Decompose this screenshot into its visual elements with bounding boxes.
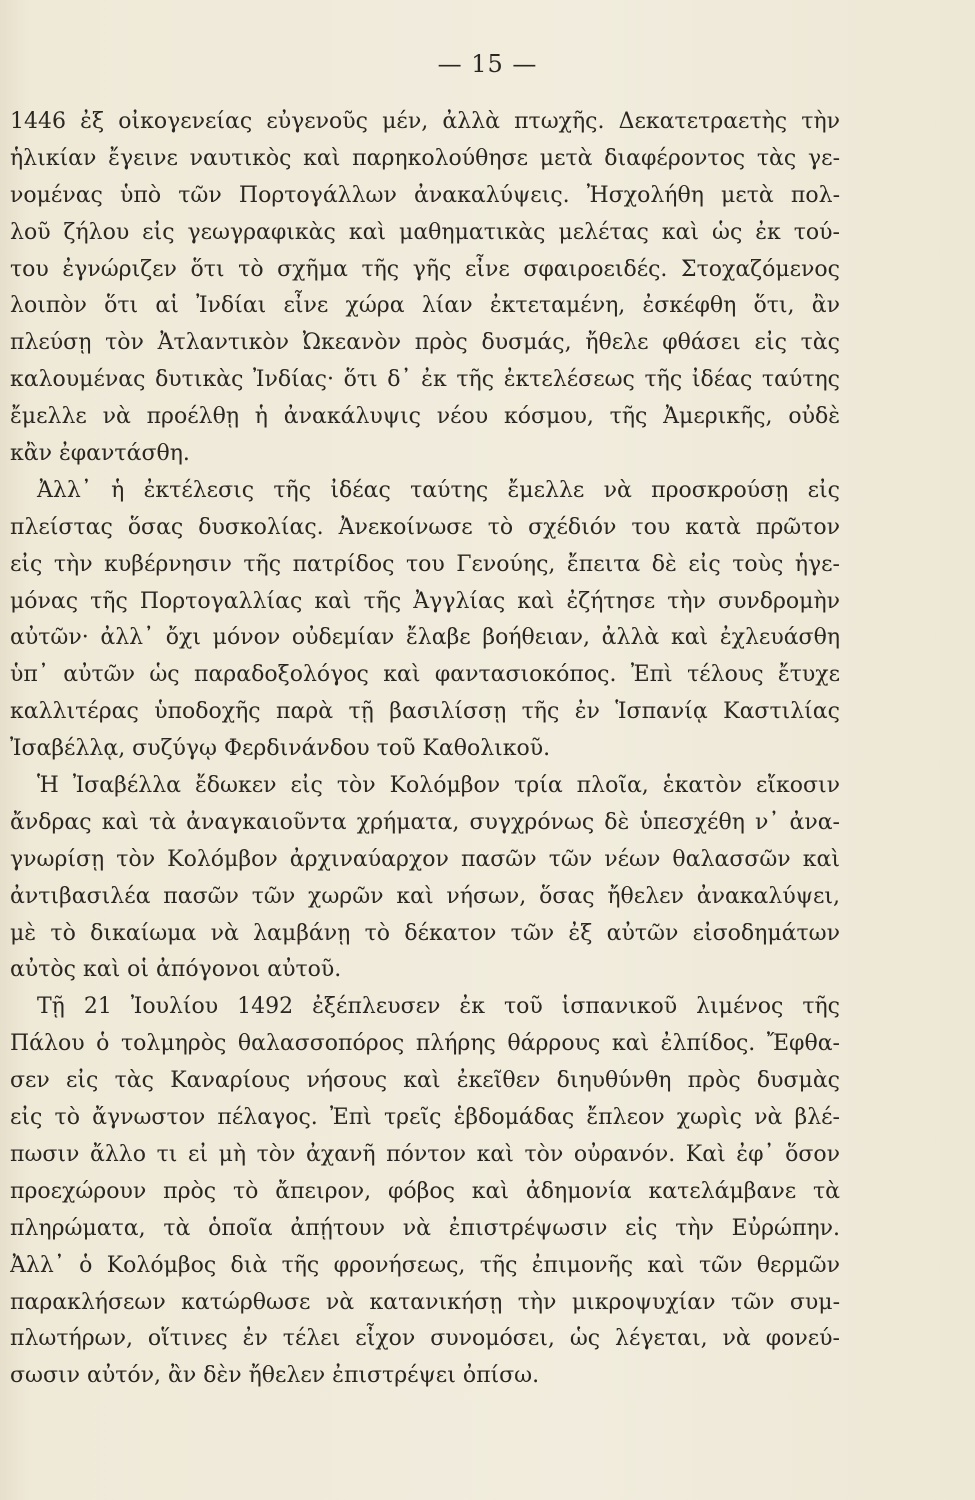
text-line: Ἡ Ἰσαβέλλα ἔδωκεν εἰς τὸν Κολόμβον τρία πλοῖα, ἑκατὸν εἴκοσιν	[37, 773, 840, 799]
text-line: πλείστας ὅσας δυσκολίας. Ἀνεκοίνωσε τὸ σχέδιόν του κατὰ πρῶτον	[10, 514, 840, 540]
text-line: Ἰσαβέλλᾳ, συζύγῳ Φερδινάνδου τοῦ Καθολικοῦ.	[10, 736, 551, 762]
text-line: κἂν ἐφαντάσθη.	[10, 441, 190, 467]
text-line: λοιπὸν ὅτι αἱ Ἰνδίαι εἶνε χώρα λίαν ἐκτεταμένη, ἐσκέφθη ὅτι, ἂν	[10, 293, 840, 319]
text-line: λοῦ ζήλου εἰς γεωγραφικὰς καὶ μαθηματικὰς μελέτας καὶ ὡς ἐκ τού-	[10, 219, 840, 245]
text-line: σωσιν αὐτόν, ἂν δὲν ἤθελεν ἐπιστρέψει ὀπίσω.	[10, 1363, 540, 1389]
text-line: ἔμελλε νὰ προέλθῃ ἡ ἀνακάλυψις νέου κόσμου, τῆς Ἀμερικῆς, οὐδὲ	[10, 404, 840, 430]
page-number: — 15 —	[437, 50, 538, 78]
text-line: αὐτῶν· ἀλλ᾽ ὄχι μόνον οὐδεμίαν ἔλαβε βοήθειαν, ἀλλὰ καὶ ἐχλευάσθη	[10, 625, 840, 651]
text-line: Τῇ 21 Ἰουλίου 1492 ἐξέπλευσεν ἐκ τοῦ ἱσπανικοῦ λιμένος τῆς	[37, 994, 840, 1020]
body-text	[10, 104, 840, 1395]
text-line: ὑπ᾽ αὐτῶν ὡς παραδοξολόγος καὶ φαντασιοκόπος. Ἐπὶ τέλους ἔτυχε	[10, 662, 840, 688]
text-line: προεχώρουν πρὸς τὸ ἄπειρον, φόβος καὶ ἀδημονία κατελάμβανε τὰ	[10, 1178, 840, 1204]
text-line: μὲ τὸ δικαίωμα νὰ λαμβάνῃ τὸ δέκατον τῶν ἐξ αὐτῶν εἰσοδημάτων	[10, 920, 840, 946]
text-line: παρακλήσεων κατώρθωσε νὰ κατανικήσῃ τὴν μικροψυχίαν τῶν συμ-	[10, 1289, 840, 1315]
text-line: σεν εἰς τὰς Καναρίους νήσους καὶ ἐκεῖθεν διηυθύνθη πρὸς δυσμὰς	[10, 1068, 840, 1094]
text-line: Ἀλλ᾽ ὁ Κολόμβος διὰ τῆς φρονήσεως, τῆς ἐπιμονῆς καὶ τῶν θερμῶν	[10, 1252, 840, 1278]
text-line: μόνας τῆς Πορτογαλλίας καὶ τῆς Ἀγγλίας καὶ ἐζήτησε τὴν συνδρομὴν	[10, 588, 840, 614]
text-line: καλλιτέρας ὑποδοχῆς παρὰ τῇ βασιλίσσῃ τῆς ἐν Ἱσπανίᾳ Καστιλίας	[10, 699, 840, 725]
text-line: πλεύσῃ τὸν Ἀτλαντικὸν Ὠκεανὸν πρὸς δυσμάς, ἤθελε φθάσει εἰς τὰς	[10, 330, 840, 356]
text-line: πωσιν ἄλλο τι εἰ μὴ τὸν ἀχανῆ πόντον καὶ τὸν οὐρανόν. Καὶ ἐφ᾽ ὅσον	[10, 1141, 840, 1167]
text-line: ἄνδρας καὶ τὰ ἀναγκαιοῦντα χρήματα, συγχρόνως δὲ ὑπεσχέθη ν᾽ ἀνα-	[10, 809, 840, 835]
text-line: εἰς τὸ ἄγνωστον πέλαγος. Ἐπὶ τρεῖς ἑβδομάδας ἔπλεον χωρὶς νὰ βλέ-	[10, 1105, 840, 1131]
text-line: Πάλου ὁ τολμηρὸς θαλασσοπόρος πλήρης θάρρους καὶ ἐλπίδος. Ἔφθα-	[10, 1031, 840, 1057]
text-line: πλωτήρων, οἵτινες ἐν τέλει εἶχον συνομόσει, ὡς λέγεται, νὰ φονεύ-	[10, 1326, 840, 1352]
text-line: πληρώματα, τὰ ὁποῖα ἀπῄτουν νὰ ἐπιστρέψωσιν εἰς τὴν Εὐρώπην.	[10, 1215, 840, 1241]
text-line: καλουμένας δυτικὰς Ἰνδίας· ὅτι δ᾽ ἐκ τῆς ἐκτελέσεως τῆς ἰδέας ταύτης	[10, 367, 840, 393]
text-line: εἰς τὴν κυβέρνησιν τῆς πατρίδος του Γενούης, ἔπειτα δὲ εἰς τοὺς ἡγε-	[10, 551, 840, 577]
text-line: ἀντιβασιλέα πασῶν τῶν χωρῶν καὶ νήσων, ὅσας ἤθελεν ἀνακαλύψει,	[10, 883, 840, 909]
text-line: νομένας ὑπὸ τῶν Πορτογάλλων ἀνακαλύψεις. Ἠσχολήθη μετὰ πολ-	[10, 182, 840, 208]
text-line: γνωρίσῃ τὸν Κολόμβον ἀρχιναύαρχον πασῶν τῶν νέων θαλασσῶν καὶ	[10, 846, 840, 872]
text-line: ἡλικίαν ἔγεινε ναυτικὸς καὶ παρηκολούθησε μετὰ διαφέροντος τὰς γε-	[10, 145, 840, 171]
text-line: του ἐγνώριζεν ὅτι τὸ σχῆμα τῆς γῆς εἶνε σφαιροειδές. Στοχαζόμενος	[10, 256, 840, 282]
text-line: 1446 ἐξ οἰκογενείας εὐγενοῦς μέν, ἀλλὰ πτωχῆς. Δεκατετραετὴς τὴν	[10, 109, 840, 134]
text-line: αὐτὸς καὶ οἱ ἀπόγονοι αὐτοῦ.	[10, 957, 342, 983]
text-line: Ἀλλ᾽ ἡ ἐκτέλεσις τῆς ἰδέας ταύτης ἔμελλε νὰ προσκρούσῃ εἰς	[37, 477, 840, 503]
